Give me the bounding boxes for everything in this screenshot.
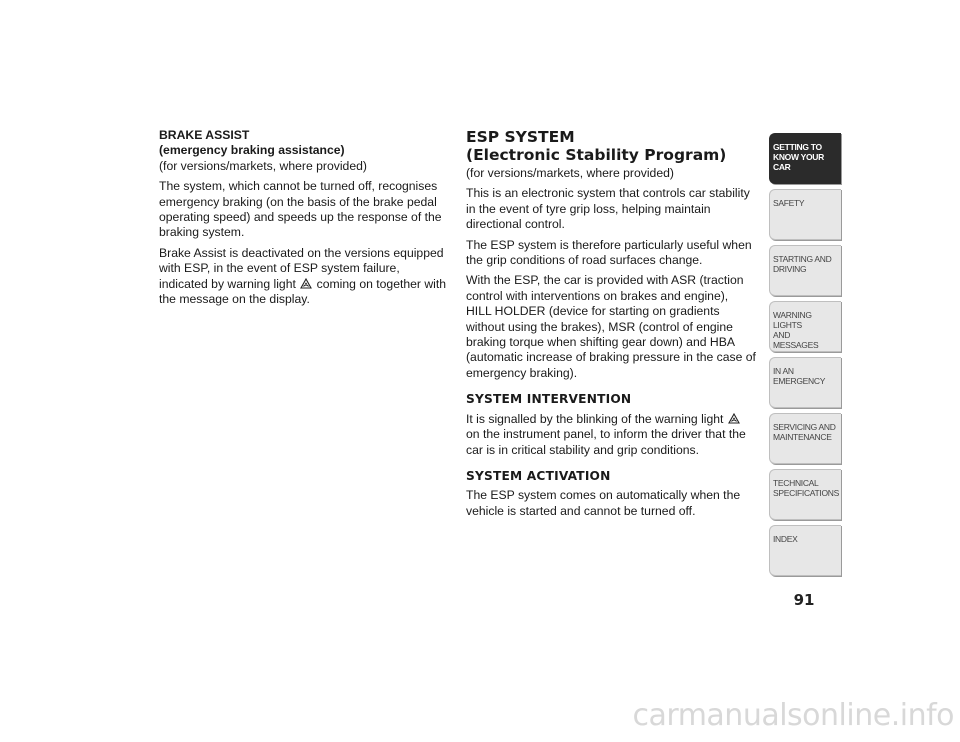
page-number: 91 — [793, 591, 815, 609]
esp-paragraph-1: This is an electronic system that controls car stability in the event of tyre grip loss, helping maintain directional control. — [466, 186, 750, 232]
tab-safety[interactable] — [769, 189, 841, 240]
tab-in-an-emergency[interactable] — [769, 357, 841, 408]
brake-assist-paragraph-1: The system, which cannot be turned off, recognises emergency braking (on the basis of the brake pedal operating speed) and speeds up the response of the braking system. — [159, 179, 442, 240]
left-column — [159, 128, 449, 312]
brake-assist-paragraph-2b: coming on together with the message on the display. — [159, 276, 447, 307]
right-column — [466, 128, 756, 524]
system-intervention-paragraph — [466, 412, 756, 458]
tab-getting-to-know-your-car[interactable] — [769, 133, 841, 184]
tab-label-line1: WARNING LIGHTS — [773, 310, 812, 330]
system-intervention-paragraph-a: It is signalled by the blinking of the warning light — [466, 411, 724, 426]
brake-assist-paragraph-2 — [159, 246, 449, 308]
tab-label-line1: IN AN EMERGENCY — [773, 366, 826, 386]
tab-label-line1: TECHNICAL — [773, 478, 819, 488]
tab-label-line1: STARTING AND — [773, 254, 832, 264]
tab-label-line2: DRIVING — [773, 264, 807, 274]
system-activation-paragraph: The ESP system comes on automatically when the vehicle is started and cannot be turned off. — [466, 488, 741, 518]
tab-label-line2: KNOW YOUR CAR — [773, 152, 824, 172]
esp-paragraph-2: The ESP system is therefore particularly useful when the grip conditions of road surfaces change. — [466, 237, 752, 268]
watermark: carmanualsonline.info — [632, 698, 954, 733]
tab-label-line1: SERVICING AND — [773, 422, 836, 432]
esp-paragraph-3: With the ESP, the car is provided with ASR (traction control with interventions on brakes and engine), HILL HOLDER (device for starting on gradients without using the brakes), MSR (control of engine braking torque when shifting gear down) and HBA (automatic increase of braking pressure in the case of emergency braking). — [466, 273, 756, 380]
brake-assist-subheading: (emergency braking assistance) — [159, 143, 345, 158]
brake-assist-heading: BRAKE ASSIST — [159, 128, 250, 142]
tab-warning-lights[interactable] — [769, 301, 841, 352]
brake-assist-paragraph-2a: Brake Assist is deactivated on the versions equipped with ESP, in the event of ESP system failure, indicated by warning light — [159, 245, 444, 291]
brake-assist-note: (for versions/markets, where provided) — [159, 158, 367, 173]
tab-label-line2: AND MESSAGES — [773, 330, 819, 350]
system-activation-heading: SYSTEM ACTIVATION — [466, 468, 611, 483]
tab-label-line2: MAINTENANCE — [773, 432, 832, 442]
esp-warning-icon — [300, 278, 312, 290]
tab-servicing[interactable] — [769, 413, 841, 464]
system-intervention-heading: SYSTEM INTERVENTION — [466, 392, 632, 407]
tab-label-line1: SAFETY — [773, 198, 805, 208]
chapter-tabs — [769, 133, 841, 581]
tab-index[interactable] — [769, 525, 841, 576]
esp-note: (for versions/markets, where provided) — [466, 166, 674, 180]
esp-subtitle: (Electronic Stability Program) — [466, 146, 727, 164]
tab-technical-specifications[interactable] — [769, 469, 841, 520]
tab-label-line1: INDEX — [773, 534, 798, 544]
tab-label-line1: GETTING TO — [773, 142, 822, 152]
tab-starting-and-driving[interactable] — [769, 245, 841, 296]
esp-title: ESP SYSTEM — [466, 128, 575, 146]
system-intervention-paragraph-b: on the instrument panel, to inform the driver that the car is in critical stability and grip conditions. — [466, 427, 746, 457]
tab-label-line2: SPECIFICATIONS — [773, 488, 840, 498]
esp-warning-icon — [728, 413, 740, 425]
